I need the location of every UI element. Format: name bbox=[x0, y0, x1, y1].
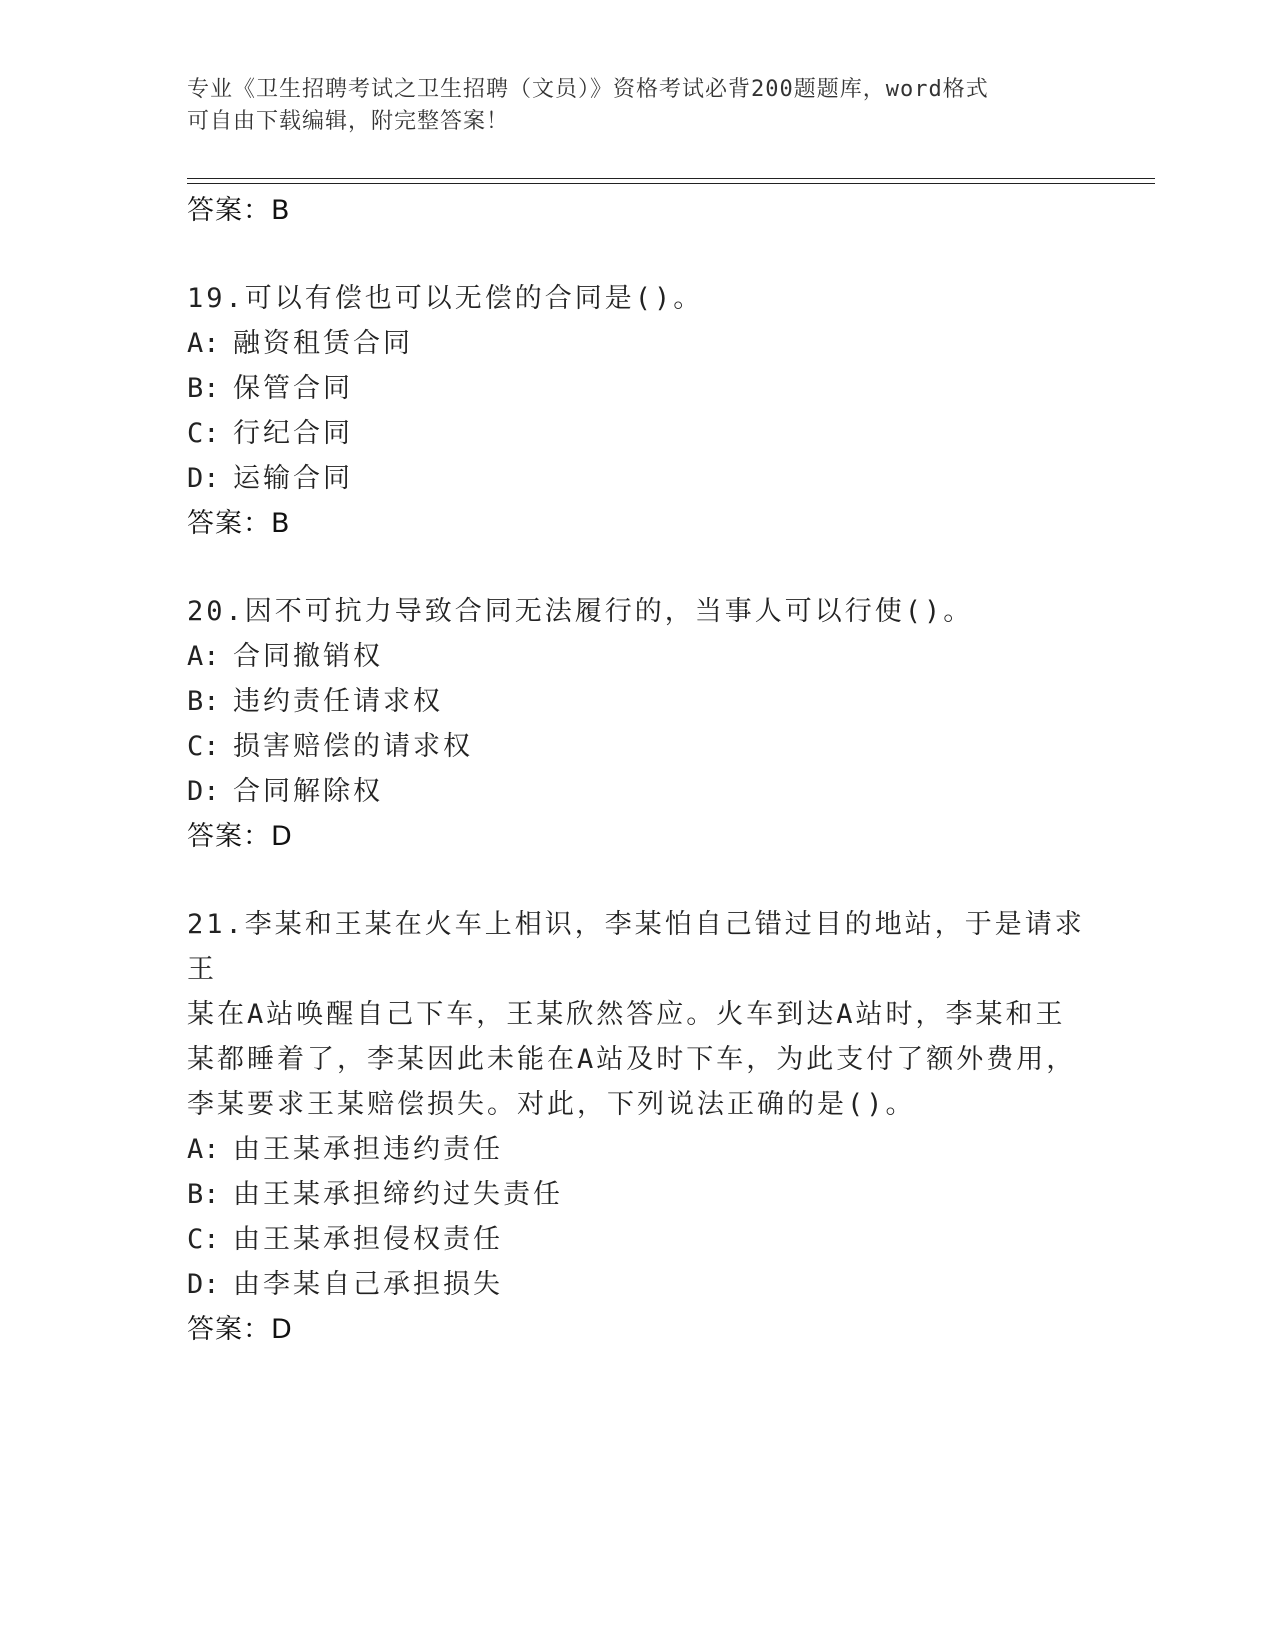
question-block bbox=[187, 902, 1087, 1352]
header-divider-bottom bbox=[187, 183, 1155, 184]
option-b: B: 保管合同 bbox=[187, 373, 353, 404]
option-d: D: 运输合同 bbox=[187, 463, 353, 494]
option-c: C: 损害赔偿的请求权 bbox=[187, 731, 473, 762]
header-line-1: 专业《卫生招聘考试之卫生招聘（文员）》资格考试必背200题题库，word格式 bbox=[187, 77, 989, 102]
option-b: B: 由王某承担缔约过失责任 bbox=[187, 1179, 563, 1210]
question-text-line: 某都睡着了，李某因此未能在A站及时下车，为此支付了额外费用， bbox=[187, 1044, 1077, 1075]
option-d: D: 合同解除权 bbox=[187, 776, 383, 807]
document-header bbox=[187, 74, 1087, 138]
option-d: D: 由李某自己承担损失 bbox=[187, 1269, 503, 1300]
question-block bbox=[187, 589, 1087, 859]
option-b: B: 违约责任请求权 bbox=[187, 686, 443, 717]
question-block bbox=[187, 276, 1087, 546]
header-line-2: 可自由下载编辑，附完整答案！ bbox=[187, 109, 510, 134]
answer-line: 答案：B bbox=[187, 508, 291, 539]
question-text: 19.可以有偿也可以无偿的合同是()。 bbox=[187, 283, 704, 314]
question-text-line: 李某要求王某赔偿损失。对此，下列说法正确的是()。 bbox=[187, 1089, 916, 1120]
header-divider-top bbox=[187, 178, 1155, 179]
option-c: C: 由王某承担侵权责任 bbox=[187, 1224, 503, 1255]
question-text-line: 某在A站唤醒自己下车，王某欣然答应。火车到达A站时，李某和王 bbox=[187, 999, 1066, 1030]
question-text-line: 21.李某和王某在火车上相识，李某怕自己错过目的地站，于是请求王 bbox=[187, 909, 1085, 985]
question-list bbox=[187, 188, 1087, 1352]
option-a: A: 由王某承担违约责任 bbox=[187, 1134, 503, 1165]
option-a: A: 合同撤销权 bbox=[187, 641, 383, 672]
option-a: A: 融资租赁合同 bbox=[187, 328, 413, 359]
answer-line: 答案：D bbox=[187, 1314, 293, 1345]
question-text: 20.因不可抗力导致合同无法履行的，当事人可以行使()。 bbox=[187, 596, 974, 627]
answer-line: 答案：D bbox=[187, 821, 293, 852]
option-c: C: 行纪合同 bbox=[187, 418, 353, 449]
answer-line: 答案：B bbox=[187, 195, 291, 226]
